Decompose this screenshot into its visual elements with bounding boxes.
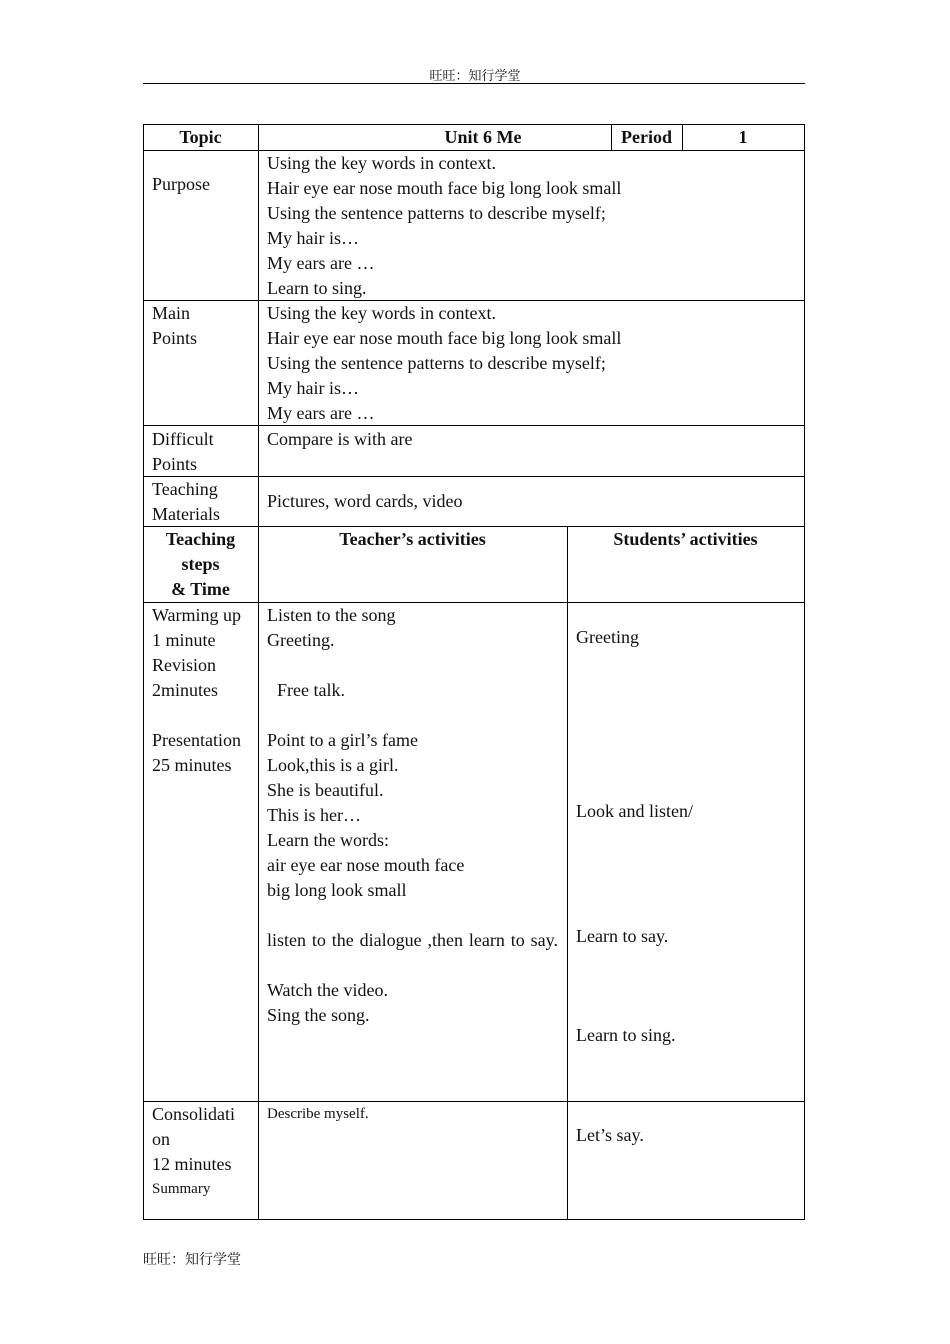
- main-points-line: My hair is…: [267, 378, 359, 398]
- teacher-line: big long look small: [267, 880, 407, 900]
- consolidation-students: Let’s say.: [576, 1125, 644, 1145]
- page-header: 旺旺：知行学堂: [429, 68, 521, 83]
- materials-text: Pictures, word cards, video: [267, 491, 463, 511]
- consolidation-label-line: Consolidati: [152, 1104, 236, 1124]
- teacher-line: This is her…: [267, 805, 361, 825]
- steps-header: [143, 527, 258, 602]
- student-learn-say: Learn to say.: [576, 926, 669, 946]
- steps-header-line: & Time: [171, 579, 230, 599]
- purpose-line: My hair is…: [267, 228, 359, 248]
- teacher-line: Watch the video.: [267, 980, 389, 1000]
- student-look-listen: Look and listen/: [576, 801, 693, 821]
- period-label: Period: [621, 127, 672, 147]
- teacher-activities: [258, 603, 567, 1028]
- step-presentation-time: 25 minutes: [152, 755, 232, 775]
- col-line: [804, 124, 805, 1219]
- difficult-text: Compare is with are: [267, 429, 413, 449]
- steps-column: [143, 603, 258, 778]
- purpose-label: Purpose: [152, 174, 210, 194]
- steps-header-line: steps: [181, 554, 220, 574]
- consolidation-time: 12 minutes: [152, 1154, 232, 1174]
- main-points-line: Using the sentence patterns to describe myself;: [267, 353, 606, 373]
- main-points-line: Using the key words in context.: [267, 303, 496, 323]
- page-footer: 旺旺：知行学堂: [143, 1253, 241, 1268]
- materials-label-line: Materials: [152, 504, 220, 524]
- difficult-label-line: Points: [152, 454, 198, 474]
- spacer: [152, 703, 258, 728]
- student-learn-sing: Learn to sing.: [576, 1025, 676, 1045]
- teacher-line: Greeting.: [267, 630, 335, 650]
- spacer: [267, 903, 567, 928]
- main-points-line: My ears are …: [267, 403, 375, 423]
- header-rule: [143, 83, 805, 84]
- spacer: [267, 953, 567, 978]
- materials-label-line: Teaching: [152, 479, 218, 499]
- purpose-line: Using the sentence patterns to describe myself;: [267, 203, 606, 223]
- period-value: 1: [738, 127, 748, 147]
- teacher-line: Listen to the song: [267, 605, 396, 625]
- teacher-line: Learn the words:: [267, 830, 389, 850]
- difficult-label-line: Difficult: [152, 429, 214, 449]
- purpose-line: Learn to sing.: [267, 278, 367, 298]
- purpose-line: Using the key words in context.: [267, 153, 496, 173]
- teacher-line: listen to the dialogue ,then learn to say.: [267, 930, 558, 950]
- topic-label: Topic: [179, 127, 222, 147]
- students-header: Students’ activities: [613, 529, 758, 549]
- step-revision: Revision: [152, 655, 217, 675]
- purpose-line: My ears are …: [267, 253, 375, 273]
- consolidation-teacher: Describe myself.: [267, 1106, 369, 1122]
- step-warming: Warming up: [152, 605, 242, 625]
- teacher-line: Sing the song.: [267, 1005, 370, 1025]
- step-warming-time: 1 minute: [152, 630, 216, 650]
- consolidation-label: [143, 1102, 258, 1202]
- consolidation-label-line: on: [152, 1129, 170, 1149]
- main-points-text: [258, 301, 804, 426]
- teacher-line: Look,this is a girl.: [267, 755, 399, 775]
- spacer: [267, 653, 567, 678]
- teacher-header: Teacher’s activities: [339, 529, 486, 549]
- main-points-label: [143, 301, 258, 351]
- teacher-line: She is beautiful.: [267, 780, 384, 800]
- teacher-line: Point to a girl’s fame: [267, 730, 418, 750]
- step-revision-time: 2minutes: [152, 680, 218, 700]
- step-presentation: Presentation: [152, 730, 241, 750]
- summary-label: Summary: [152, 1181, 211, 1197]
- main-points-line: Hair eye ear nose mouth face big long look small: [267, 328, 622, 348]
- teacher-line: air eye ear nose mouth face: [267, 855, 465, 875]
- teacher-line: Free talk.: [277, 680, 345, 700]
- difficult-label: [143, 427, 258, 477]
- student-greeting: Greeting: [576, 627, 639, 647]
- materials-label: [143, 477, 258, 527]
- topic-value: Unit 6 Me: [444, 127, 522, 147]
- purpose-text: [258, 151, 804, 301]
- main-points-label-line: Main: [152, 303, 190, 323]
- steps-header-line: Teaching: [165, 529, 236, 549]
- row-line: [143, 1219, 805, 1220]
- main-points-label-line: Points: [152, 328, 198, 348]
- purpose-line: Hair eye ear nose mouth face big long look small: [267, 178, 622, 198]
- spacer: [267, 703, 567, 728]
